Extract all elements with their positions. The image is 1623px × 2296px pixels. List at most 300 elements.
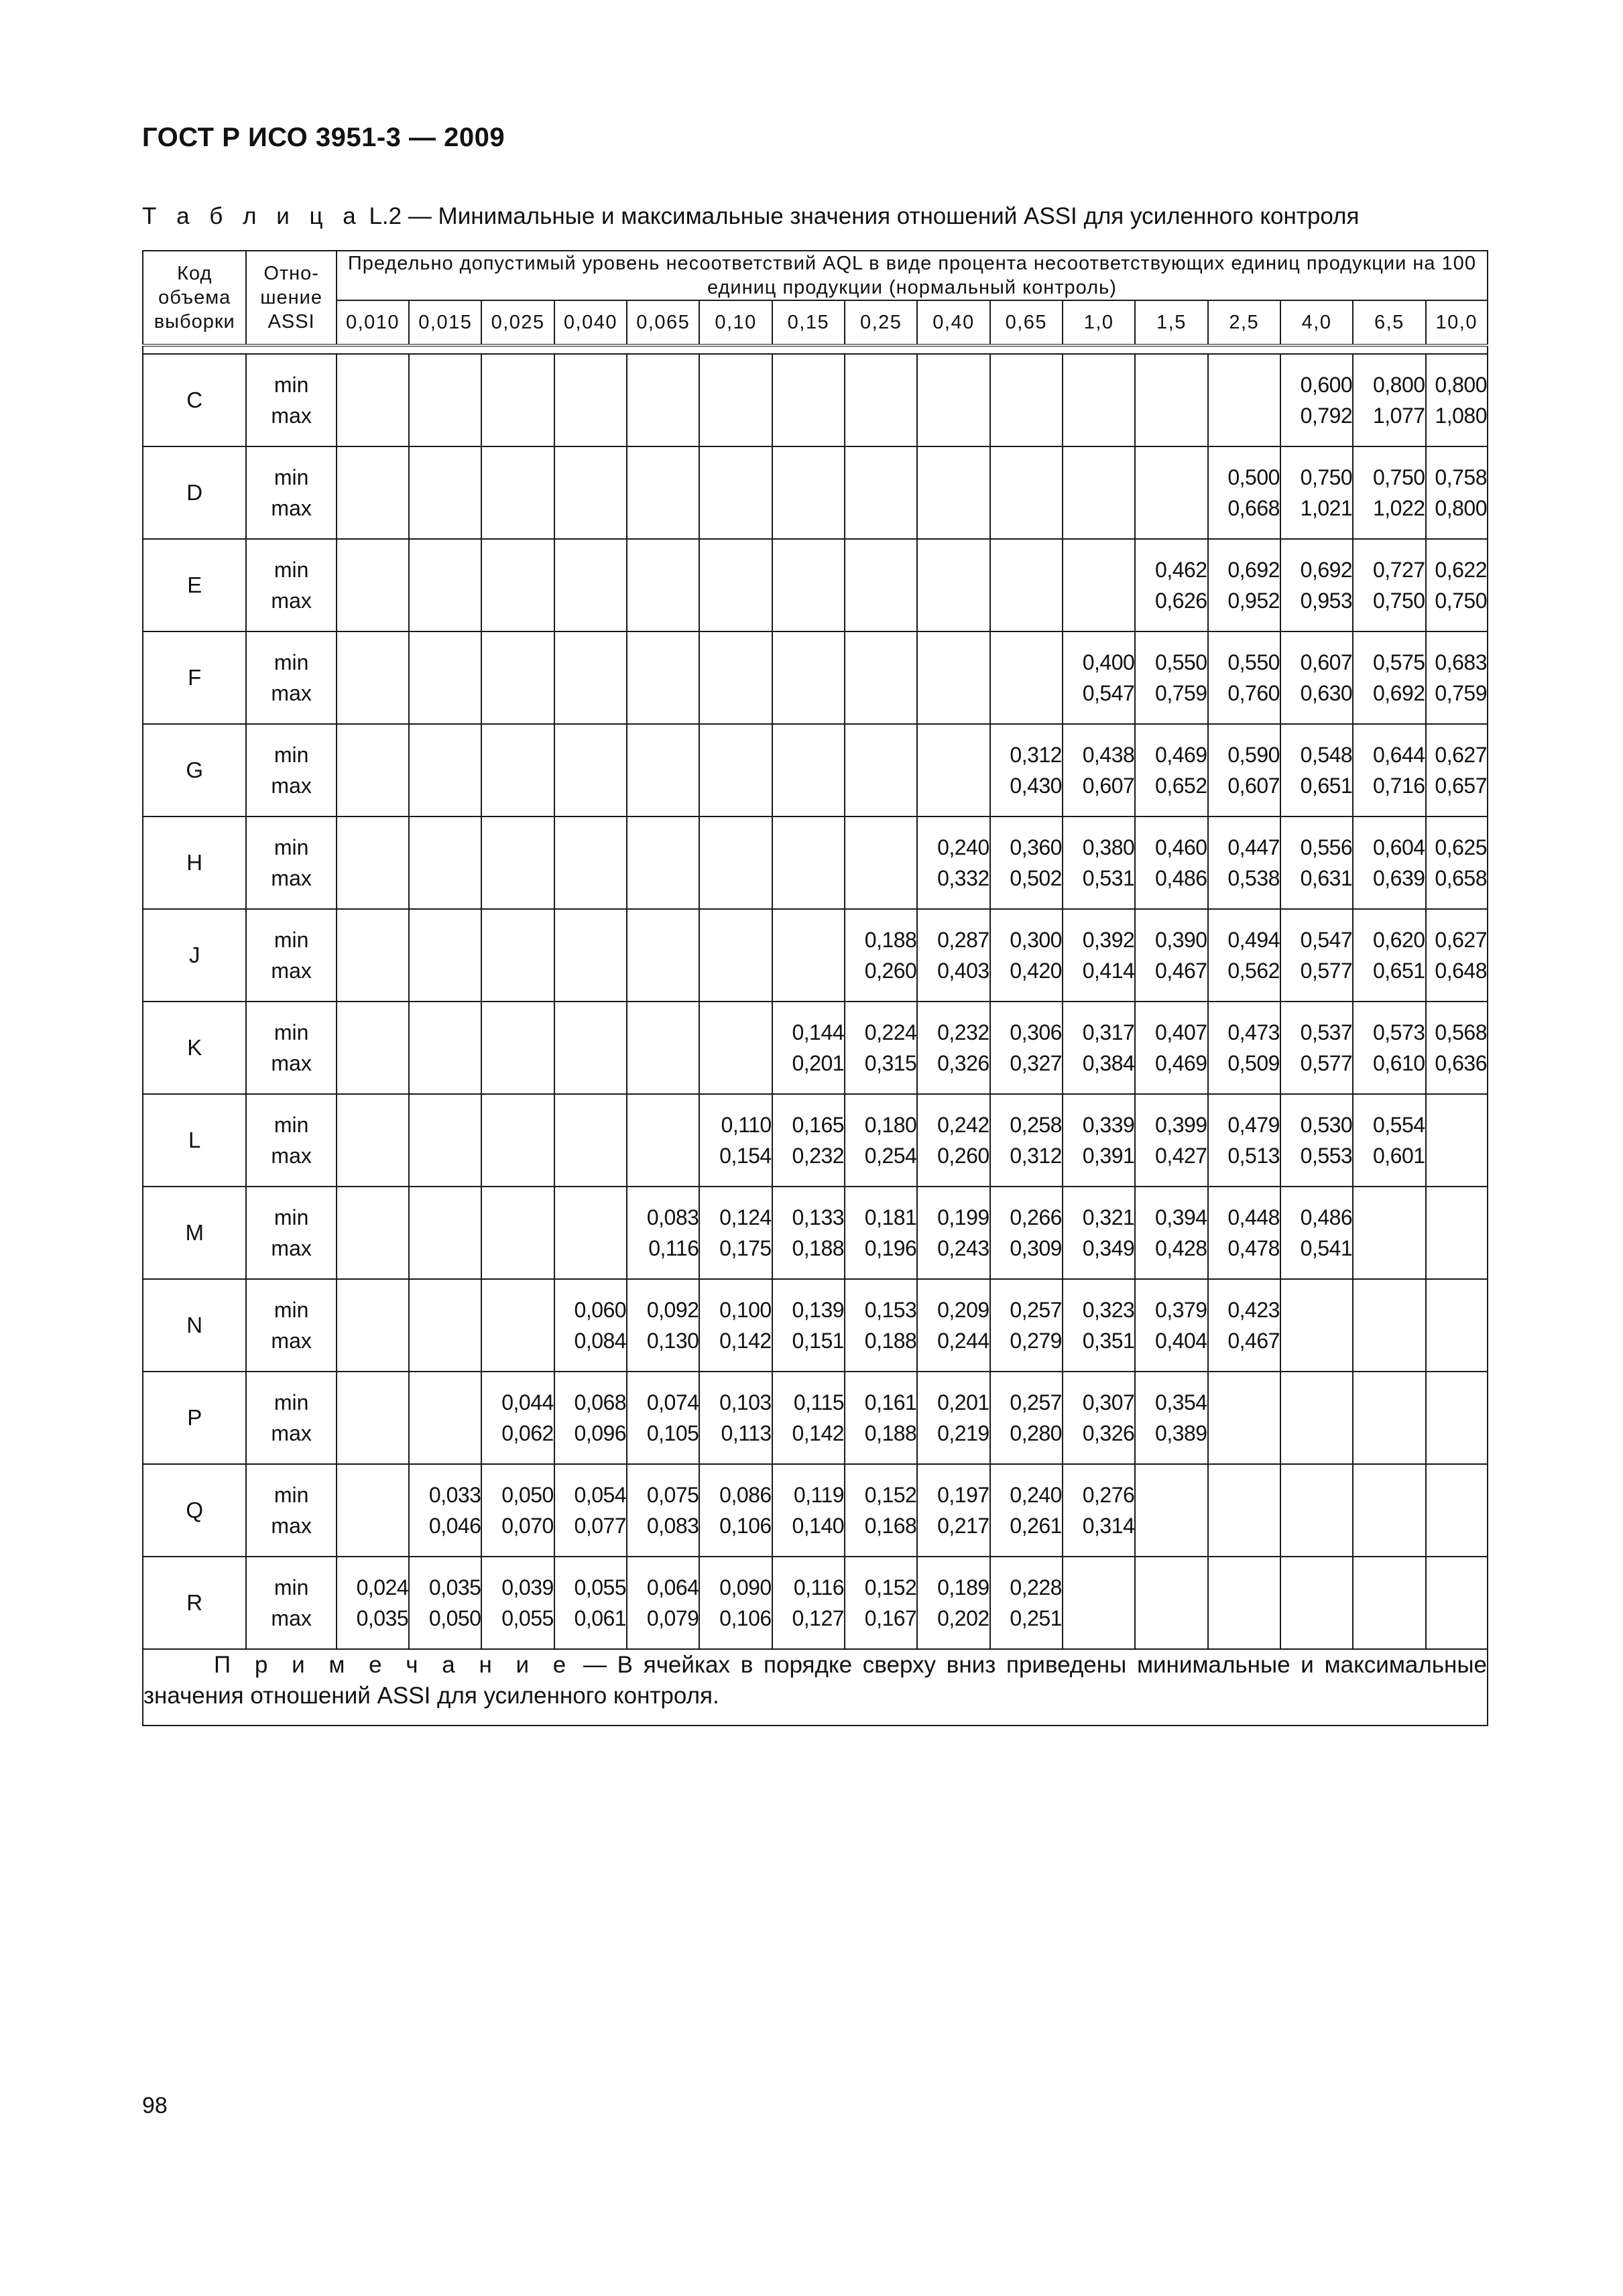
value-cell: [1353, 1372, 1425, 1464]
min-value: 0,103: [719, 1390, 772, 1414]
min-value: 0,064: [646, 1575, 699, 1599]
max-value: 0,140: [792, 1514, 845, 1538]
value-cell: [1208, 724, 1280, 817]
value-cell: [481, 1372, 554, 1464]
min-value: 0,074: [646, 1390, 699, 1414]
min-value: 0,394: [1155, 1205, 1207, 1229]
value-cell: [554, 354, 627, 446]
value-cell: [845, 631, 917, 724]
table-row: [143, 1557, 1488, 1649]
value-cell: [627, 1372, 699, 1464]
min-value: 0,462: [1155, 558, 1207, 582]
min-value: 0,750: [1300, 465, 1353, 489]
table-row: [143, 724, 1488, 817]
max-value: 0,243: [937, 1236, 989, 1260]
value-cell: [917, 1557, 989, 1649]
value-cell: [1353, 1279, 1425, 1372]
value-cell: [1426, 354, 1488, 446]
min-value: 0,486: [1300, 1205, 1353, 1229]
min-value: 0,568: [1435, 1020, 1487, 1044]
aql-header-cell: 4,0: [1280, 300, 1353, 345]
max-value: 0,553: [1300, 1144, 1353, 1168]
table-row: [143, 1094, 1488, 1187]
sample-size-code: M: [143, 1187, 246, 1279]
value-cell: [699, 631, 772, 724]
value-cell: [1063, 1279, 1135, 1372]
min-value: 0,460: [1155, 835, 1207, 859]
value-cell: [554, 631, 627, 724]
table-row: [143, 909, 1488, 1002]
min-value: 0,180: [864, 1113, 917, 1137]
ratio-labels: [246, 1187, 336, 1279]
max-value: 0,260: [864, 959, 917, 983]
min-value: 0,054: [574, 1483, 627, 1507]
value-cell: [1280, 1002, 1353, 1094]
min-value: 0,055: [574, 1575, 627, 1599]
value-cell: [699, 1279, 772, 1372]
max-value: 0,332: [937, 866, 989, 890]
sample-size-code: J: [143, 909, 246, 1002]
min-value: 0,550: [1155, 650, 1207, 674]
max-value: 0,636: [1435, 1051, 1487, 1075]
min-value: 0,800: [1372, 373, 1425, 397]
min-value: 0,300: [1010, 928, 1062, 952]
min-value: 0,224: [864, 1020, 917, 1044]
max-value: 0,116: [648, 1236, 699, 1260]
value-cell: [845, 817, 917, 909]
max-label: max: [271, 589, 312, 613]
value-cell: [337, 1557, 409, 1649]
value-cell: [990, 1094, 1063, 1187]
value-cell: [481, 446, 554, 539]
max-label: max: [271, 774, 312, 798]
value-cell: [1353, 817, 1425, 909]
value-cell: [699, 1002, 772, 1094]
max-value: 0,096: [574, 1421, 627, 1445]
max-value: 0,251: [1010, 1606, 1062, 1630]
max-value: 0,657: [1435, 774, 1487, 798]
max-value: 0,651: [1372, 959, 1425, 983]
min-value: 0,627: [1435, 928, 1487, 952]
value-cell: [554, 1187, 627, 1279]
value-cell: [990, 1557, 1063, 1649]
max-value: 0,562: [1227, 959, 1280, 983]
max-value: 0,509: [1227, 1051, 1280, 1075]
value-cell: [699, 1094, 772, 1187]
min-value: 0,197: [937, 1483, 989, 1507]
value-cell: [1353, 1002, 1425, 1094]
value-cell: [1063, 539, 1135, 631]
max-value: 0,626: [1155, 589, 1207, 613]
min-value: 0,068: [574, 1390, 627, 1414]
max-value: 0,217: [937, 1514, 989, 1538]
value-cell: [1063, 909, 1135, 1002]
value-cell: [1063, 1372, 1135, 1464]
min-value: 0,306: [1010, 1020, 1062, 1044]
value-cell: [1135, 1002, 1207, 1094]
table-row: [143, 817, 1488, 909]
value-cell: [1353, 909, 1425, 1002]
min-value: 0,692: [1300, 558, 1353, 582]
value-cell: [409, 1187, 481, 1279]
table-row: [143, 1372, 1488, 1464]
value-cell: [845, 909, 917, 1002]
min-value: 0,024: [356, 1575, 409, 1599]
max-value: 0,384: [1082, 1051, 1135, 1075]
value-cell: [845, 354, 917, 446]
value-cell: [1280, 631, 1353, 724]
value-cell: [917, 354, 989, 446]
min-value: 0,554: [1372, 1113, 1425, 1137]
min-value: 0,258: [1010, 1113, 1062, 1137]
max-value: 0,079: [646, 1606, 699, 1630]
value-cell: [1353, 631, 1425, 724]
min-value: 0,500: [1227, 465, 1280, 489]
caption-text: L.2 — Минимальные и максимальные значения отношений ASSI для усиленного контроля: [362, 203, 1360, 229]
max-label: max: [271, 1329, 312, 1353]
min-value: 0,321: [1082, 1205, 1135, 1229]
value-cell: [1208, 354, 1280, 446]
max-label: max: [271, 496, 312, 520]
max-value: 0,651: [1300, 774, 1353, 798]
value-cell: [1135, 446, 1207, 539]
ratio-labels: [246, 817, 336, 909]
min-value: 0,240: [1010, 1483, 1062, 1507]
value-cell: [409, 1372, 481, 1464]
max-label: max: [271, 1606, 312, 1630]
value-cell: [1208, 1187, 1280, 1279]
value-cell: [554, 539, 627, 631]
max-value: 0,254: [864, 1144, 917, 1168]
max-value: 0,658: [1435, 866, 1487, 890]
min-value: 0,086: [719, 1483, 772, 1507]
document-header: ГОСТ Р ИСО 3951-3 — 2009: [142, 123, 505, 152]
value-cell: [699, 724, 772, 817]
value-cell: [845, 1372, 917, 1464]
max-value: 0,351: [1082, 1329, 1135, 1353]
max-value: 0,084: [574, 1329, 627, 1353]
value-cell: [1208, 1372, 1280, 1464]
value-cell: [1426, 631, 1488, 724]
min-value: 0,627: [1435, 743, 1487, 767]
value-cell: [699, 909, 772, 1002]
value-cell: [409, 1002, 481, 1094]
min-value: 0,110: [721, 1113, 772, 1137]
value-cell: [990, 631, 1063, 724]
min-value: 0,287: [937, 928, 989, 952]
min-value: 0,379: [1155, 1298, 1207, 1322]
table-body: [143, 354, 1488, 1649]
min-value: 0,323: [1082, 1298, 1135, 1322]
value-cell: [1135, 1557, 1207, 1649]
header-spacer: [143, 345, 1488, 354]
max-value: 0,403: [937, 959, 989, 983]
max-value: 0,349: [1082, 1236, 1135, 1260]
value-cell: [554, 1279, 627, 1372]
value-cell: [627, 817, 699, 909]
value-cell: [1063, 817, 1135, 909]
value-cell: [699, 354, 772, 446]
max-value: 0,154: [719, 1144, 772, 1168]
max-value: 0,427: [1155, 1144, 1207, 1168]
value-cell: [554, 1464, 627, 1557]
max-value: 0,760: [1227, 681, 1280, 705]
sample-size-code: D: [143, 446, 246, 539]
ratio-labels: [246, 724, 336, 817]
value-cell: [1208, 631, 1280, 724]
min-value: 0,400: [1082, 650, 1135, 674]
value-cell: [845, 539, 917, 631]
value-cell: [1353, 1187, 1425, 1279]
value-cell: [337, 631, 409, 724]
col-header-code: Код объема выборки: [143, 251, 246, 345]
max-value: 0,610: [1372, 1051, 1425, 1075]
table-row: [143, 1187, 1488, 1279]
max-value: 0,202: [937, 1606, 989, 1630]
max-value: 0,607: [1082, 774, 1135, 798]
min-value: 0,530: [1300, 1113, 1353, 1137]
aql-group-header: Предельно допустимый уровень несоответствий AQL в виде процента несоответствующих единиц продукции на 100 единиц продукции (нормальный контроль): [337, 251, 1488, 300]
value-cell: [1280, 724, 1353, 817]
value-cell: [337, 539, 409, 631]
max-value: 0,577: [1300, 1051, 1353, 1075]
value-cell: [1426, 1002, 1488, 1094]
max-value: 0,538: [1227, 866, 1280, 890]
value-cell: [1208, 817, 1280, 909]
value-cell: [627, 354, 699, 446]
min-value: 0,232: [937, 1020, 989, 1044]
value-cell: [772, 1557, 845, 1649]
min-label: min: [274, 1298, 309, 1322]
ratio-labels: [246, 446, 336, 539]
max-value: 0,469: [1155, 1051, 1207, 1075]
value-cell: [627, 1279, 699, 1372]
value-cell: [990, 1002, 1063, 1094]
min-value: 0,727: [1372, 558, 1425, 582]
value-cell: [1426, 1372, 1488, 1464]
min-value: 0,758: [1435, 465, 1487, 489]
max-value: 0,792: [1300, 404, 1353, 428]
value-cell: [627, 1187, 699, 1279]
min-value: 0,692: [1227, 558, 1280, 582]
max-value: 0,327: [1010, 1051, 1062, 1075]
max-value: 0,244: [937, 1329, 989, 1353]
value-cell: [1353, 354, 1425, 446]
max-value: 0,127: [792, 1606, 845, 1630]
value-cell: [409, 1464, 481, 1557]
value-cell: [990, 1187, 1063, 1279]
min-label: min: [274, 558, 309, 582]
value-cell: [554, 1372, 627, 1464]
value-cell: [1135, 1279, 1207, 1372]
min-value: 0,139: [792, 1298, 845, 1322]
max-value: 0,420: [1010, 959, 1062, 983]
max-value: 0,414: [1082, 959, 1135, 983]
max-value: 0,391: [1082, 1144, 1135, 1168]
value-cell: [845, 446, 917, 539]
min-value: 0,448: [1227, 1205, 1280, 1229]
min-label: min: [274, 835, 309, 859]
value-cell: [1135, 1187, 1207, 1279]
max-value: 0,430: [1010, 774, 1062, 798]
value-cell: [1280, 1094, 1353, 1187]
min-value: 0,152: [864, 1483, 917, 1507]
value-cell: [772, 446, 845, 539]
ratio-labels: [246, 631, 336, 724]
max-value: 0,513: [1227, 1144, 1280, 1168]
min-label: min: [274, 1575, 309, 1599]
max-value: 0,404: [1155, 1329, 1207, 1353]
max-value: 0,105: [646, 1421, 699, 1445]
max-value: 0,062: [501, 1421, 554, 1445]
min-value: 0,035: [428, 1575, 481, 1599]
max-value: 0,046: [428, 1514, 481, 1538]
max-value: 0,326: [1082, 1421, 1135, 1445]
value-cell: [917, 1372, 989, 1464]
max-value: 0,142: [719, 1329, 772, 1353]
max-label: max: [271, 1144, 312, 1168]
ratio-labels: [246, 1094, 336, 1187]
value-cell: [409, 1279, 481, 1372]
ratio-labels: [246, 1557, 336, 1649]
min-value: 0,199: [937, 1205, 989, 1229]
value-cell: [917, 539, 989, 631]
max-value: 1,077: [1372, 404, 1425, 428]
value-cell: [1208, 1464, 1280, 1557]
value-cell: [337, 1187, 409, 1279]
min-value: 0,550: [1227, 650, 1280, 674]
value-cell: [1426, 909, 1488, 1002]
value-cell: [409, 909, 481, 1002]
value-cell: [845, 1279, 917, 1372]
value-cell: [990, 724, 1063, 817]
min-value: 0,447: [1227, 835, 1280, 859]
max-value: 0,167: [864, 1606, 917, 1630]
max-label: max: [271, 404, 312, 428]
max-value: 0,467: [1155, 959, 1207, 983]
sample-size-code: R: [143, 1557, 246, 1649]
value-cell: [1063, 724, 1135, 817]
aql-header-cell: 0,010: [337, 300, 409, 345]
value-cell: [699, 1464, 772, 1557]
max-value: 0,759: [1155, 681, 1207, 705]
max-value: 1,080: [1435, 404, 1487, 428]
value-cell: [627, 724, 699, 817]
value-cell: [1353, 724, 1425, 817]
max-value: 0,130: [646, 1329, 699, 1353]
max-value: 0,547: [1082, 681, 1135, 705]
ratio-labels: [246, 1279, 336, 1372]
value-cell: [337, 817, 409, 909]
value-cell: [845, 1002, 917, 1094]
max-value: 0,280: [1010, 1421, 1062, 1445]
min-value: 0,189: [937, 1575, 989, 1599]
min-value: 0,090: [719, 1575, 772, 1599]
value-cell: [917, 631, 989, 724]
min-value: 0,312: [1010, 743, 1062, 767]
max-value: 0,389: [1155, 1421, 1207, 1445]
value-cell: [990, 909, 1063, 1002]
min-value: 0,060: [574, 1298, 627, 1322]
min-value: 0,116: [793, 1575, 845, 1599]
ratio-labels: [246, 1372, 336, 1464]
value-cell: [917, 1187, 989, 1279]
max-value: 0,168: [864, 1514, 917, 1538]
min-label: min: [274, 928, 309, 952]
value-cell: [1208, 539, 1280, 631]
value-cell: [1353, 1094, 1425, 1187]
table-row: [143, 631, 1488, 724]
value-cell: [1280, 817, 1353, 909]
max-value: 0,486: [1155, 866, 1207, 890]
min-value: 0,044: [501, 1390, 554, 1414]
value-cell: [481, 539, 554, 631]
value-cell: [481, 909, 554, 1002]
max-value: 0,750: [1435, 589, 1487, 613]
min-label: min: [274, 650, 309, 674]
max-value: 0,106: [719, 1514, 772, 1538]
value-cell: [1426, 1464, 1488, 1557]
max-value: 0,061: [574, 1606, 627, 1630]
col-header-ratio: Отно-шение ASSI: [246, 251, 336, 345]
value-cell: [409, 631, 481, 724]
max-label: max: [271, 1236, 312, 1260]
value-cell: [990, 354, 1063, 446]
value-cell: [337, 1279, 409, 1372]
max-label: max: [271, 959, 312, 983]
min-label: min: [274, 373, 309, 397]
min-value: 0,124: [719, 1205, 772, 1229]
value-cell: [990, 446, 1063, 539]
value-cell: [699, 539, 772, 631]
value-cell: [337, 724, 409, 817]
max-value: 0,201: [792, 1051, 845, 1075]
aql-header-cell: 0,040: [554, 300, 627, 345]
aql-header-cell: 0,10: [699, 300, 772, 345]
value-cell: [1208, 446, 1280, 539]
value-cell: [917, 724, 989, 817]
min-value: 0,392: [1082, 928, 1135, 952]
min-value: 0,181: [864, 1205, 917, 1229]
min-value: 0,161: [864, 1390, 917, 1414]
value-cell: [409, 1557, 481, 1649]
max-value: 0,607: [1227, 774, 1280, 798]
value-cell: [1208, 1002, 1280, 1094]
value-cell: [917, 446, 989, 539]
value-cell: [1280, 1372, 1353, 1464]
value-cell: [409, 817, 481, 909]
table-row: [143, 354, 1488, 446]
min-value: 0,165: [792, 1113, 845, 1137]
max-value: 0,188: [792, 1236, 845, 1260]
table-row: [143, 1002, 1488, 1094]
value-cell: [772, 1187, 845, 1279]
max-value: 0,639: [1372, 866, 1425, 890]
aql-header-cell: 2,5: [1208, 300, 1280, 345]
value-cell: [1063, 354, 1135, 446]
value-cell: [845, 724, 917, 817]
max-value: 1,022: [1372, 496, 1425, 520]
max-value: 0,077: [574, 1514, 627, 1538]
value-cell: [1426, 539, 1488, 631]
min-value: 0,240: [937, 835, 989, 859]
value-cell: [1135, 909, 1207, 1002]
value-cell: [1063, 1464, 1135, 1557]
min-value: 0,242: [937, 1113, 989, 1137]
value-cell: [1280, 354, 1353, 446]
min-value: 0,257: [1010, 1298, 1062, 1322]
min-value: 0,604: [1372, 835, 1425, 859]
